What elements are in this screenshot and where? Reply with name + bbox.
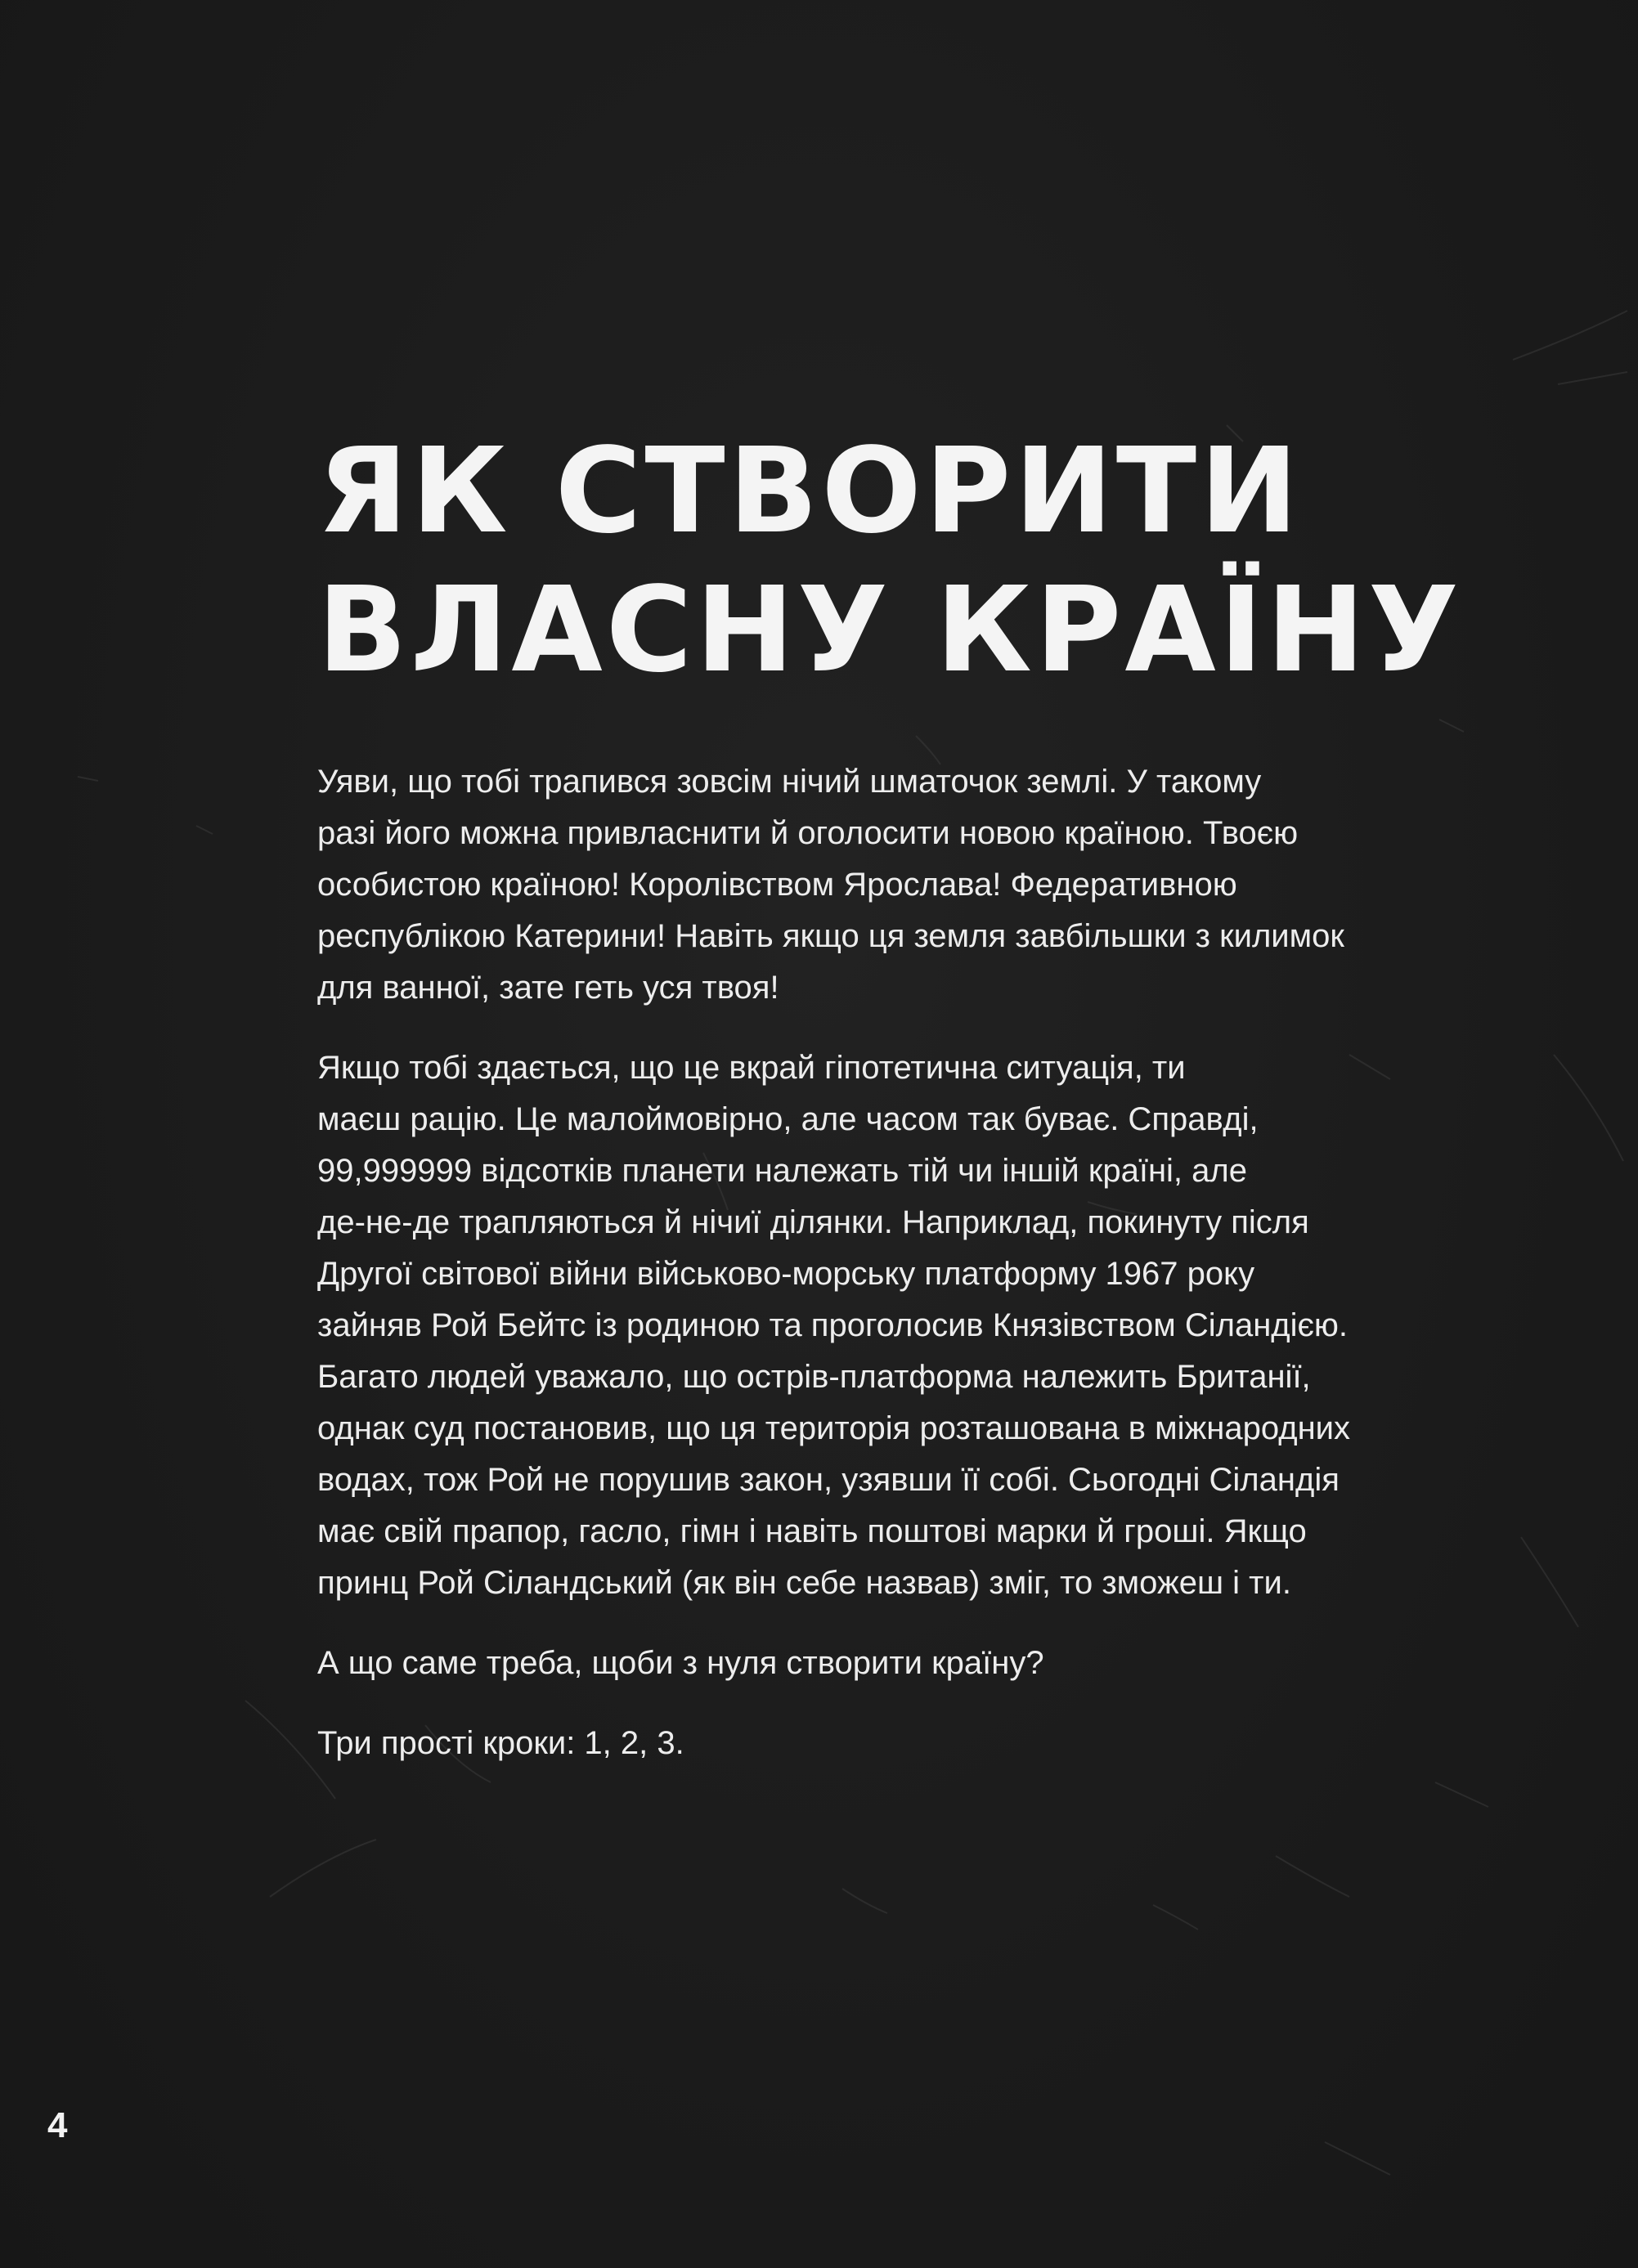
text-line: має свій прапор, гасло, гімн і навіть поштові марки й гроші. Якщо [317, 1513, 1307, 1549]
chapter-title [317, 421, 1462, 699]
text-line: Багато людей уважало, що острів-платформа належить Британії, [317, 1359, 1311, 1395]
text-line: однак суд постановив, що ця територія розташована в міжнародних [317, 1410, 1351, 1446]
text-line: А що саме треба, щоби з нуля створити країну? [317, 1645, 1044, 1681]
text-line: маєш рацію. Це малоймовірно, але часом так буває. Справді, [317, 1101, 1259, 1137]
chapter-title-line-2: ВЛАСНУ КРАЇНУ [317, 561, 1462, 698]
chapter-title-line-1: ЯК СТВОРИТИ [317, 422, 1302, 559]
paragraph-question [317, 1638, 1479, 1689]
text-line: республікою Катерини! Навіть якщо ця земля завбільшки з килимок [317, 918, 1344, 954]
body-text [317, 756, 1479, 1798]
paragraph-sealand [317, 1042, 1479, 1609]
text-line: особистою країною! Королівством Ярослава! Федеративною [317, 867, 1237, 903]
text-line: Якщо тобі здається, що це вкрай гіпотетична ситуація, ти [317, 1050, 1186, 1086]
text-line: де-не-де трапляються й нічиї ділянки. Наприклад, покинуту після [317, 1204, 1309, 1240]
text-line: принц Рой Сіландський (як він себе назвав) зміг, то зможеш і ти. [317, 1565, 1291, 1601]
text-line: зайняв Рой Бейтс із родиною та проголосив Князівством Сіландією. [317, 1307, 1349, 1343]
page-number: 4 [47, 2105, 68, 2145]
text-line: Уяви, що тобі трапився зовсім нічий шматочок землі. У такому [317, 764, 1262, 800]
text-line: Три прості кроки: 1, 2, 3. [317, 1725, 684, 1761]
paragraph-steps [317, 1718, 1479, 1769]
text-line: Другої світової війни військово-морську платформу 1967 року [317, 1256, 1255, 1292]
text-line: водах, тож Рой не порушив закон, узявши її собі. Сьогодні Сіландія [317, 1462, 1340, 1498]
text-line: разі його можна привласнити й оголосити новою країною. Твоєю [317, 815, 1299, 851]
text-line: для ванної, зате геть уся твоя! [317, 970, 779, 1006]
paragraph-intro [317, 756, 1479, 1014]
text-line: 99,999999 відсотків планети належать тій чи іншій країні, але [317, 1153, 1247, 1189]
